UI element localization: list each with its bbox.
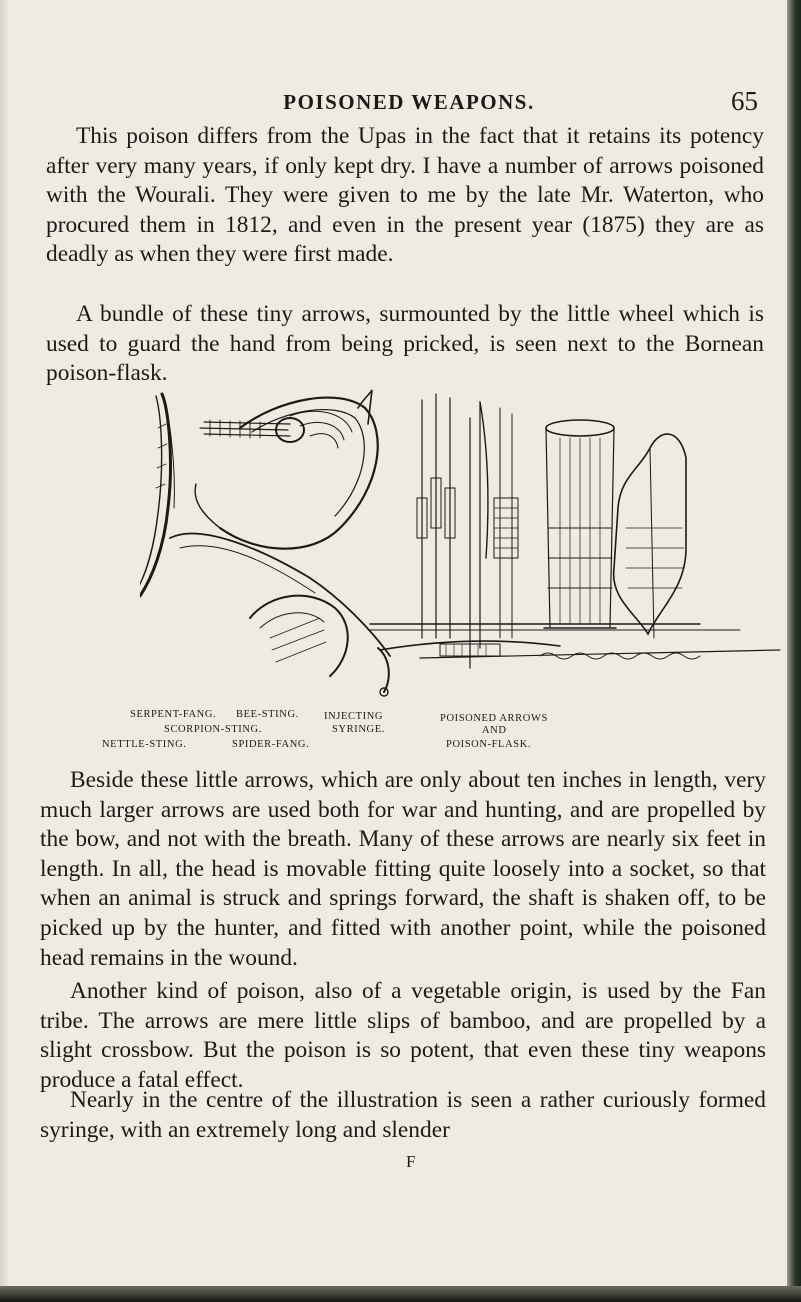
running-title: POISONED WEAPONS. <box>283 90 535 114</box>
page-bottom-edge <box>0 1286 801 1302</box>
caption-serpent-fang: SERPENT-FANG. <box>130 709 217 720</box>
paragraph-larger-arrows: Beside these little arrows, which are only about ten inches in length, very much larger arrows are used both for war and hunting, and are propelled by the bow, and not with the breath. Many of these arrows are nearly six feet in length. In all, the head is movable fitting quite loosely into a socket, so that when an animal is struck and springs forward, the shaft is shaken off, to be picked up by the hunter, and fitted with another point, while the poisoned head remains in the wound. <box>40 767 766 971</box>
poison-flask-drawing <box>614 434 686 638</box>
scorpion-sting-drawing <box>195 390 378 549</box>
caption-syringe: SYRINGE. <box>332 724 385 735</box>
caption-scorpion-sting: SCORPION-STING. <box>164 724 262 735</box>
caption-spider-fang: SPIDER-FANG. <box>232 739 310 750</box>
caption-nettle-sting: NETTLE-STING. <box>102 739 187 750</box>
signature-mark: F <box>406 1152 416 1171</box>
paragraph-bundle: A bundle of these tiny arrows, surmounted by the little wheel which is used to guard the hand from being pricked, is seen next to the Bornean poison-flask. <box>46 301 764 387</box>
caption-poisoned-arrows: POISONED ARROWS <box>440 713 548 724</box>
page-number: 65 <box>731 86 758 116</box>
caption-poison-flask: POISON-FLASK. <box>446 739 532 750</box>
running-head <box>56 86 762 120</box>
illustration-figure <box>130 388 790 724</box>
syringe-and-arrows-drawing <box>417 394 518 668</box>
serpent-fang-drawing <box>140 394 174 596</box>
paragraph-wourali: This poison differs from the Upas in the fact that it retains its potency after very many years, if only kept dry. I have a number of arrows poisoned with the Wourali. They were given to me by the late Mr. Waterton, who procured them in 1812, and even in the present year (1875) they are as deadly as when they were first made. <box>46 123 764 268</box>
arrow-bundle-drawing <box>544 420 616 628</box>
paragraph-syringe: Nearly in the centre of the illustration is seen a rather curiously formed syringe, with an extremely long and slender <box>40 1087 766 1143</box>
caption-bee-sting: BEE-STING. <box>236 709 299 720</box>
paragraph-fan-tribe: Another kind of poison, also of a vegetable origin, is used by the Fan tribe. The arrows are mere little slips of bamboo, and are propelled by a slight crossbow. But the poison is so potent, that even these tiny weapons produce a fatal effect. <box>40 978 766 1093</box>
page-edge-left <box>0 0 10 1302</box>
bee-sting-drawing <box>200 418 304 442</box>
nettle-spider-drawing <box>170 534 390 696</box>
caption-injecting: INJECTING <box>324 711 384 722</box>
engraving <box>140 388 790 713</box>
caption-and: AND <box>482 725 507 736</box>
horizontal-arrows-drawing <box>370 624 780 659</box>
